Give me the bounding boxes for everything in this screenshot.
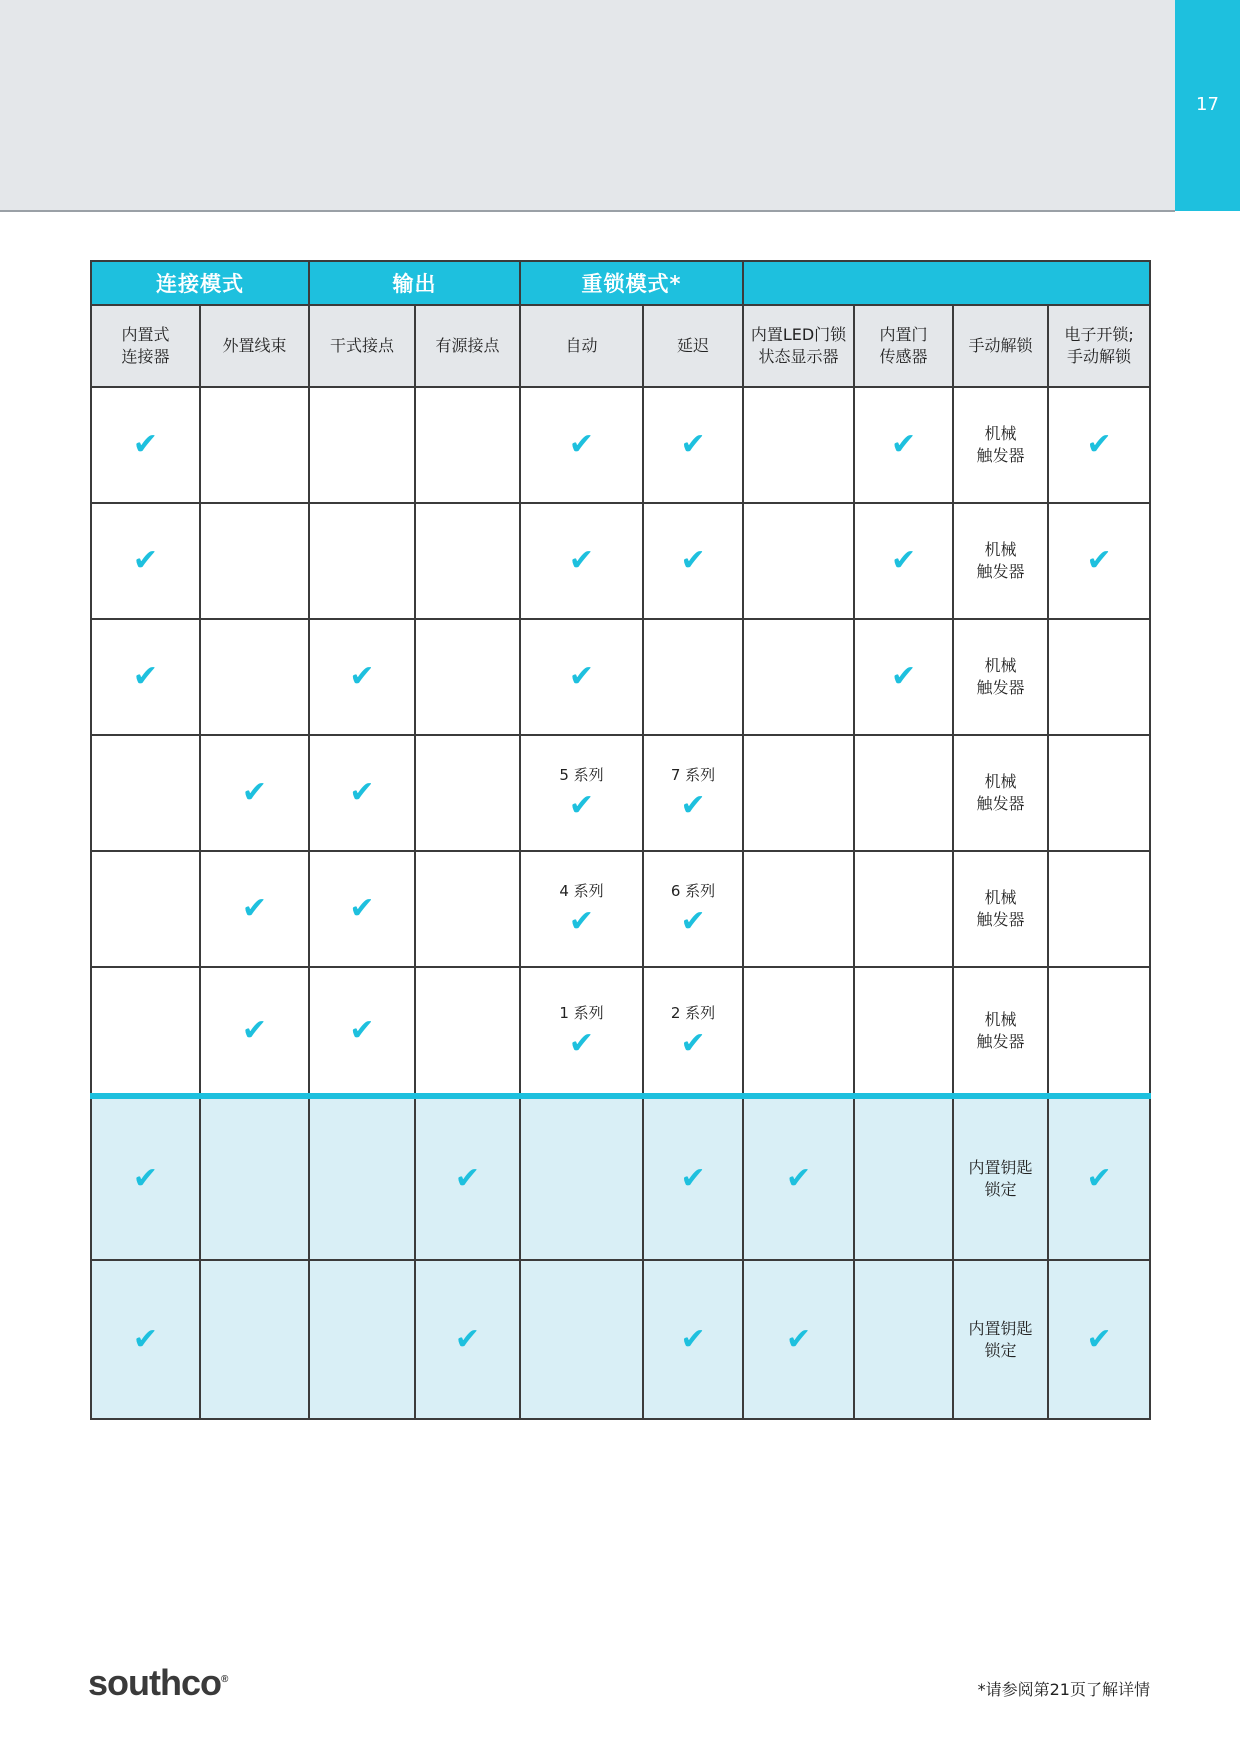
table-cell bbox=[309, 1096, 415, 1260]
table-cell bbox=[91, 619, 200, 735]
checkmark-icon: ✔ bbox=[785, 1161, 812, 1196]
table-cell bbox=[200, 619, 309, 735]
table-cell bbox=[91, 387, 200, 503]
column-header bbox=[1048, 305, 1150, 387]
group-header-blank bbox=[743, 261, 1150, 305]
table-row bbox=[91, 967, 1150, 1096]
table-cell bbox=[309, 967, 415, 1096]
southco-logo bbox=[88, 1662, 227, 1704]
column-header bbox=[854, 305, 953, 387]
series-label: 7 系列 bbox=[670, 766, 716, 784]
table-cell bbox=[1048, 1096, 1150, 1260]
series-label: 2 系列 bbox=[670, 1003, 716, 1022]
checkmark-icon: ✔ bbox=[680, 904, 706, 939]
table-cell bbox=[200, 735, 309, 851]
table-cell bbox=[309, 387, 415, 503]
column-header-line: 外置线束 bbox=[222, 336, 287, 355]
table-cell bbox=[854, 619, 953, 735]
checkmark-icon: ✔ bbox=[241, 1012, 268, 1048]
table-cell bbox=[643, 851, 743, 967]
checkmark-icon: ✔ bbox=[1086, 1321, 1112, 1357]
table-cell bbox=[309, 735, 415, 851]
table-cell bbox=[1048, 851, 1150, 967]
series-label: 5 系列 bbox=[559, 766, 604, 784]
cell-note: 触发器 bbox=[976, 678, 1025, 697]
table-cell bbox=[309, 1260, 415, 1419]
table-cell bbox=[520, 1096, 643, 1260]
checkmark-icon: ✔ bbox=[349, 775, 375, 810]
table-cell bbox=[200, 503, 309, 619]
table-cell bbox=[854, 1260, 953, 1419]
checkmark-icon: ✔ bbox=[890, 543, 917, 578]
table-cell bbox=[520, 967, 643, 1096]
table-cell bbox=[643, 387, 743, 503]
table-cell bbox=[200, 967, 309, 1096]
column-header bbox=[520, 305, 643, 387]
checkmark-icon: ✔ bbox=[680, 1025, 706, 1061]
checkmark-icon: ✔ bbox=[132, 1321, 159, 1357]
column-header bbox=[91, 305, 200, 387]
table-cell bbox=[520, 503, 643, 619]
checkmark-icon: ✔ bbox=[785, 1321, 812, 1357]
table-cell bbox=[743, 619, 854, 735]
table-cell bbox=[415, 387, 520, 503]
table-cell bbox=[91, 735, 200, 851]
header-band bbox=[0, 0, 1175, 212]
table-cell bbox=[953, 1260, 1048, 1419]
checkmark-icon: ✔ bbox=[890, 427, 917, 462]
table-cell bbox=[953, 735, 1048, 851]
table-cell bbox=[415, 503, 520, 619]
checkmark-icon: ✔ bbox=[680, 427, 706, 462]
table-cell bbox=[643, 1096, 743, 1260]
table-cell bbox=[854, 851, 953, 967]
cell-note: 机械 bbox=[984, 888, 1017, 907]
checkmark-icon: ✔ bbox=[132, 659, 159, 694]
column-header-line: 手动解锁 bbox=[968, 336, 1033, 355]
table-cell bbox=[743, 1260, 854, 1419]
checkmark-icon: ✔ bbox=[132, 1161, 159, 1196]
checkmark-icon: ✔ bbox=[680, 543, 706, 578]
table-cell bbox=[953, 619, 1048, 735]
table-cell bbox=[415, 967, 520, 1096]
table-cell bbox=[91, 967, 200, 1096]
checkmark-icon: ✔ bbox=[1086, 1161, 1112, 1196]
checkmark-icon: ✔ bbox=[680, 788, 706, 823]
table-row bbox=[91, 387, 1150, 503]
table-cell bbox=[309, 851, 415, 967]
page-number: 17 bbox=[1196, 94, 1219, 115]
table-cell bbox=[309, 619, 415, 735]
table-cell bbox=[643, 1260, 743, 1419]
checkmark-icon: ✔ bbox=[680, 1321, 706, 1357]
cell-note: 触发器 bbox=[976, 910, 1025, 929]
table-cell bbox=[415, 851, 520, 967]
table-cell bbox=[743, 851, 854, 967]
table-body bbox=[91, 387, 1150, 1419]
checkmark-icon: ✔ bbox=[241, 891, 268, 926]
feature-comparison-table bbox=[90, 260, 1151, 1420]
cell-note: 机械 bbox=[984, 656, 1017, 675]
checkmark-icon: ✔ bbox=[132, 543, 159, 578]
registered-mark: ® bbox=[221, 1674, 228, 1685]
table-cell bbox=[309, 503, 415, 619]
table-cell bbox=[415, 1096, 520, 1260]
cell-note: 机械 bbox=[984, 772, 1017, 791]
table-row bbox=[91, 619, 1150, 735]
table-cell bbox=[953, 387, 1048, 503]
checkmark-icon: ✔ bbox=[568, 543, 595, 578]
checkmark-icon: ✔ bbox=[890, 659, 917, 694]
table-cell bbox=[953, 503, 1048, 619]
table-row bbox=[91, 1096, 1150, 1260]
cell-note: 触发器 bbox=[976, 446, 1025, 465]
table-cell bbox=[743, 387, 854, 503]
column-header bbox=[415, 305, 520, 387]
table-cell bbox=[91, 851, 200, 967]
cell-note: 机械 bbox=[984, 424, 1017, 443]
group-header-connection: 连接模式 bbox=[91, 261, 309, 305]
cell-note: 内置钥匙 bbox=[968, 1318, 1033, 1338]
column-header bbox=[643, 305, 743, 387]
group-header-relock: 重锁模式* bbox=[520, 261, 743, 305]
table-cell bbox=[743, 503, 854, 619]
checkmark-icon: ✔ bbox=[568, 1025, 595, 1061]
checkmark-icon: ✔ bbox=[132, 427, 159, 462]
column-header-line: 延迟 bbox=[677, 336, 710, 355]
column-header-line: 有源接点 bbox=[435, 336, 500, 355]
table-cell bbox=[643, 735, 743, 851]
table-cell bbox=[643, 967, 743, 1096]
column-header-line: 电子开锁; bbox=[1064, 325, 1134, 344]
group-header-output: 输出 bbox=[309, 261, 520, 305]
table-cell bbox=[200, 1096, 309, 1260]
checkmark-icon: ✔ bbox=[454, 1161, 481, 1196]
checkmark-icon: ✔ bbox=[568, 659, 595, 694]
table-cell bbox=[953, 1096, 1048, 1260]
table-cell bbox=[743, 735, 854, 851]
column-header-line: 内置LED门锁 bbox=[750, 325, 847, 344]
column-header bbox=[743, 305, 854, 387]
cell-note: 机械 bbox=[984, 1009, 1017, 1029]
table-cell bbox=[854, 735, 953, 851]
table-cell bbox=[1048, 503, 1150, 619]
table-cell bbox=[520, 851, 643, 967]
column-header-line: 手动解锁 bbox=[1067, 347, 1132, 366]
column-header-line: 传感器 bbox=[879, 347, 928, 366]
table-cell bbox=[743, 967, 854, 1096]
checkmark-icon: ✔ bbox=[568, 788, 595, 823]
table-cell bbox=[643, 619, 743, 735]
cell-note: 机械 bbox=[984, 540, 1017, 559]
table-cell bbox=[854, 1096, 953, 1260]
checkmark-icon: ✔ bbox=[349, 891, 375, 926]
table-cell bbox=[200, 851, 309, 967]
table-cell bbox=[854, 967, 953, 1096]
checkmark-icon: ✔ bbox=[680, 1161, 706, 1196]
table-row bbox=[91, 851, 1150, 967]
column-header-line: 自动 bbox=[565, 336, 598, 355]
table-cell bbox=[1048, 387, 1150, 503]
table-cell bbox=[415, 735, 520, 851]
checkmark-icon: ✔ bbox=[241, 775, 268, 810]
column-header-line: 连接器 bbox=[121, 347, 170, 366]
series-label: 6 系列 bbox=[670, 882, 716, 900]
footnote: *请参阅第21页了解详情 bbox=[977, 1680, 1150, 1699]
checkmark-icon: ✔ bbox=[454, 1321, 481, 1357]
table-cell bbox=[854, 503, 953, 619]
table-cell bbox=[953, 851, 1048, 967]
table-cell bbox=[854, 387, 953, 503]
series-label: 1 系列 bbox=[559, 1003, 604, 1022]
cell-note: 锁定 bbox=[984, 1340, 1017, 1360]
table-cell bbox=[520, 735, 643, 851]
checkmark-icon: ✔ bbox=[1086, 543, 1112, 578]
checkmark-icon: ✔ bbox=[1086, 427, 1112, 462]
table-cell bbox=[1048, 619, 1150, 735]
cell-note: 触发器 bbox=[976, 562, 1025, 581]
table-cell bbox=[415, 619, 520, 735]
checkmark-icon: ✔ bbox=[568, 904, 595, 939]
checkmark-icon: ✔ bbox=[349, 1012, 375, 1048]
checkmark-icon: ✔ bbox=[349, 659, 375, 694]
column-header-line: 状态显示器 bbox=[758, 347, 839, 366]
table-cell bbox=[520, 1260, 643, 1419]
column-header bbox=[953, 305, 1048, 387]
column-header bbox=[200, 305, 309, 387]
table-cell bbox=[1048, 735, 1150, 851]
cell-note: 触发器 bbox=[976, 1031, 1025, 1051]
column-header-line: 内置门 bbox=[879, 325, 928, 344]
checkmark-icon: ✔ bbox=[568, 427, 595, 462]
cell-note: 锁定 bbox=[984, 1180, 1017, 1199]
table-cell bbox=[643, 503, 743, 619]
table-row bbox=[91, 1260, 1150, 1419]
table-cell bbox=[743, 1096, 854, 1260]
series-label: 4 系列 bbox=[559, 882, 604, 900]
table-row bbox=[91, 503, 1150, 619]
column-header bbox=[309, 305, 415, 387]
page-number-tab bbox=[1175, 0, 1240, 211]
table-cell bbox=[200, 387, 309, 503]
sub-header-row bbox=[91, 305, 1150, 387]
table-cell bbox=[91, 1260, 200, 1419]
table-cell bbox=[520, 387, 643, 503]
table-cell bbox=[200, 1260, 309, 1419]
cell-note: 触发器 bbox=[976, 794, 1025, 813]
table-cell bbox=[1048, 967, 1150, 1096]
table-cell bbox=[415, 1260, 520, 1419]
column-header-line: 内置式 bbox=[121, 325, 170, 344]
table-cell bbox=[953, 967, 1048, 1096]
table-row bbox=[91, 735, 1150, 851]
cell-note: 内置钥匙 bbox=[968, 1158, 1033, 1177]
column-header-line: 干式接点 bbox=[329, 336, 394, 355]
table-cell bbox=[1048, 1260, 1150, 1419]
table-cell bbox=[91, 1096, 200, 1260]
table-cell bbox=[520, 619, 643, 735]
group-header-row bbox=[91, 261, 1150, 305]
logo-text: southco bbox=[88, 1662, 221, 1703]
table-cell bbox=[91, 503, 200, 619]
